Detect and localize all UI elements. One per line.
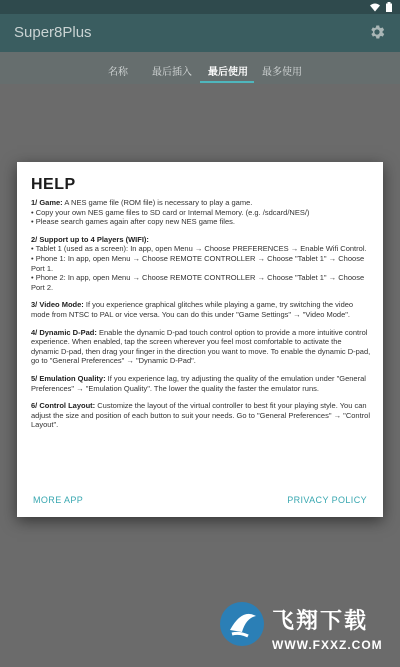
help-section-dynamic-dpad (31, 328, 371, 366)
help-section-emulation-quality (31, 374, 371, 393)
section-text: • Tablet 1 (used as a screen): In app, open Menu → Choose PREFERENCES → Enable Wifi Control. (31, 244, 367, 254)
section-title: 5/ Emulation Quality: (31, 373, 106, 383)
more-app-button[interactable]: MORE APP (33, 495, 84, 505)
watermark (220, 598, 390, 660)
watermark-text: 飞翔下载 (272, 609, 369, 634)
section-text: • Copy your own NES game files to SD card or Internal Memory. (e.g. /sdcard/NES/) (31, 207, 310, 217)
section-title: 1/ Game: (31, 198, 63, 207)
gear-icon (368, 23, 386, 46)
tab-last-inserted[interactable]: 最后插入 (152, 67, 192, 78)
section-text: Enable the dynamic D-pad touch control option to provide a more intuitive control experience. When enabled, tap the screen wherever you feel most comfortable to activate the dynamic D-pad, then drag your finger in the direction you want to move. To enable the dynamic D-pad, go to "General Preferences" → "Dynamic D-Pad". (31, 327, 371, 366)
help-text (31, 198, 371, 480)
section-title: 4/ Dynamic D-Pad: (31, 327, 97, 337)
help-section-control-layout (31, 401, 371, 430)
tab-name[interactable]: 名称 (108, 67, 128, 78)
section-text: • Please search games again after copy new NES game files. (31, 217, 235, 227)
status-icons (370, 2, 392, 12)
privacy-policy-button[interactable]: PRIVACY POLICY (287, 495, 367, 505)
help-section-game (31, 198, 371, 227)
section-text: Customize the layout of the virtual controller to best fit your playing style. You can adjust the size and position of each button to suit your needs. Go to "General Preferences" → "Control Layout". (31, 401, 371, 430)
dialog-actions (17, 487, 383, 517)
help-section-video-mode (31, 300, 371, 319)
dialog-title: HELP (31, 176, 76, 193)
help-section-players (31, 235, 371, 293)
app-title: Super8Plus (14, 24, 92, 41)
tab-most-used[interactable]: 最多使用 (262, 67, 302, 78)
section-text: A NES game file (ROM file) is necessary to play a game. (62, 198, 253, 207)
section-title: 6/ Control Layout: (31, 401, 96, 411)
watermark-logo (220, 602, 264, 646)
section-text: If you experience graphical glitches while playing a game, try switching the video mode from NTSC to PAL or vice versa. You can do this under "Game Settings" → "Video Mode". (31, 300, 354, 319)
wifi-icon (370, 3, 380, 12)
help-dialog (17, 162, 383, 517)
battery-icon (386, 2, 392, 12)
tab-bar (0, 52, 400, 84)
section-text: If you experience lag, try adjusting the quality of the emulation under "General Preferences" → "Emulation Quality". The lower the quality the faster the emulator runs. (31, 373, 366, 393)
status-bar (0, 0, 400, 14)
app-bar (0, 14, 400, 52)
settings-button[interactable] (366, 23, 388, 45)
section-text: • Phone 1: In app, open Menu → Choose REMOTE CONTROLLER → Choose "Tablet 1" → Choose Port 1. (31, 253, 365, 273)
tab-last-used[interactable]: 最后使用 (208, 67, 248, 78)
section-title: 2/ Support up to 4 Players (WIFI): (31, 234, 149, 244)
section-text: • Phone 2: In app, open Menu → Choose REMOTE CONTROLLER → Choose "Tablet 1" → Choose Port 2. (31, 273, 365, 292)
section-title: 3/ Video Mode: (31, 300, 84, 310)
watermark-url: WWW.FXXZ.COM (272, 638, 383, 652)
active-tab-indicator (200, 81, 254, 83)
